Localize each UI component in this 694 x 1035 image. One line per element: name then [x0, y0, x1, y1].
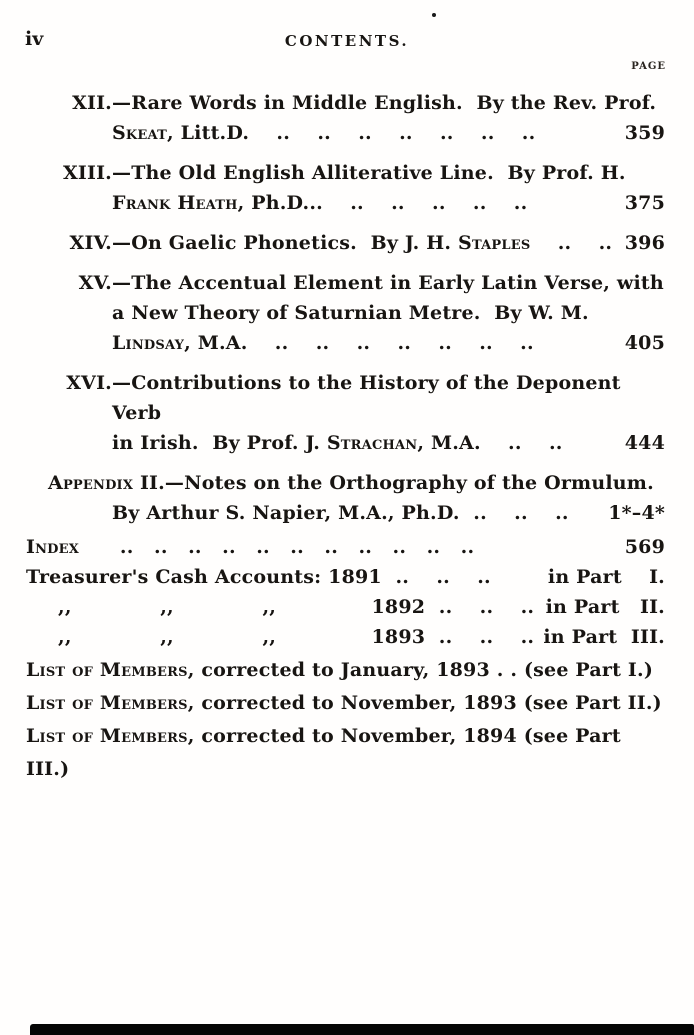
- plain-text: —The Accentual Element in Early Latin Verse, with: [112, 272, 664, 294]
- plain-text: —Contributions to the History of the Deponent Verb: [112, 372, 628, 424]
- entry-text: [112, 268, 665, 298]
- toc-line: [26, 654, 665, 687]
- entry-text: [112, 118, 625, 148]
- small-caps-text: Lindsay: [112, 332, 185, 354]
- toc-line: [26, 592, 665, 622]
- small-caps-text: Appendix: [48, 472, 134, 494]
- page-number: 405: [624, 332, 665, 354]
- entry-roman-numeral: XII.: [72, 92, 112, 114]
- plain-text: Treasurer's Cash Accounts: 1891 .. .. ..: [26, 566, 491, 588]
- plain-text: —On Gaelic Phonetics. By J. H.: [112, 232, 459, 254]
- small-caps-text: List of Members: [26, 725, 188, 747]
- toc-line: [26, 328, 665, 358]
- entry-text: [26, 532, 625, 562]
- toc-line: [26, 118, 665, 148]
- page-number: in Part I.: [547, 566, 665, 588]
- toc-line: [26, 468, 665, 498]
- plain-text: —Rare Words in Middle English. By the Rev. Prof.: [112, 92, 657, 114]
- page-header: [0, 26, 694, 60]
- entry-text: [26, 687, 665, 720]
- page-number: 1*–4*: [608, 502, 665, 524]
- plain-text: II.—Notes on the Orthography of the Ormulum.: [133, 472, 654, 494]
- plain-text: in Irish. By Prof. J.: [112, 432, 327, 454]
- toc-entry-xiv: [26, 228, 665, 258]
- toc-list: [0, 88, 694, 786]
- folio-number: iv: [25, 28, 44, 50]
- plain-text: , corrected to November, 1893 (see Part II.): [187, 692, 662, 714]
- entry-text: [112, 328, 625, 358]
- plain-text: , Ph.D... .. .. .. .. ..: [237, 192, 528, 214]
- toc-line: [26, 562, 665, 592]
- toc-line: [26, 622, 665, 652]
- toc-entry-xvi: [26, 368, 665, 458]
- small-caps-text: Skeat: [112, 122, 167, 144]
- small-caps-text: List of Members: [26, 692, 188, 714]
- entry-text: [58, 622, 543, 652]
- entry-text: [112, 188, 625, 218]
- toc-entry-appendix-ii: [26, 468, 665, 528]
- toc-entry-list-of-members: [26, 654, 665, 786]
- toc-entry-xv: [26, 268, 665, 358]
- entry-text: [112, 158, 665, 188]
- toc-line: [26, 368, 665, 428]
- small-caps-text: Strachan: [326, 432, 418, 454]
- small-caps-text: Index: [26, 536, 80, 558]
- plain-text: , M.A. .. .. .. .. .. .. ..: [184, 332, 534, 354]
- page-number: 375: [624, 192, 665, 214]
- entry-text: [48, 468, 665, 498]
- plain-text: ,, ,, ,, 1892 .. .. ..: [58, 596, 535, 618]
- page-number: 359: [624, 122, 665, 144]
- entry-text: [58, 592, 546, 622]
- toc-line: [26, 720, 665, 786]
- plain-text: —The Old English Alliterative Line. By Prof. H.: [112, 162, 626, 184]
- entry-text: [26, 562, 548, 592]
- entry-text: [112, 228, 625, 258]
- entry-roman-numeral: XV.: [78, 272, 112, 294]
- entry-text: [112, 88, 665, 118]
- toc-entry-treasurers-cash-accounts: [26, 562, 665, 652]
- toc-line: [26, 687, 665, 720]
- scan-artifact-dot: [432, 13, 436, 17]
- small-caps-text: Frank Heath: [112, 192, 238, 214]
- entry-text: [26, 720, 665, 786]
- plain-text: , corrected to November, 1894 (see Part III.): [26, 725, 628, 780]
- entry-text: [112, 428, 625, 458]
- page-number: 396: [624, 232, 665, 254]
- entry-text: [112, 498, 608, 528]
- entry-roman-numeral: XVI.: [66, 372, 112, 394]
- small-caps-text: List of Members: [26, 659, 188, 681]
- scan-artifact-bar: [30, 1024, 694, 1035]
- plain-text: a New Theory of Saturnian Metre. By W. M.: [112, 302, 589, 324]
- page-number: in Part II.: [545, 596, 665, 618]
- toc-line: [26, 158, 665, 188]
- toc-line: [26, 268, 665, 298]
- plain-text: , Litt.D. .. .. .. .. .. .. ..: [166, 122, 536, 144]
- plain-text: , M.A. .. ..: [417, 432, 563, 454]
- page-column-label: PAGE: [631, 61, 666, 72]
- toc-line: [26, 498, 665, 528]
- toc-entry-xiii: [26, 158, 665, 218]
- plain-text: ,, ,, ,, 1893 .. .. ..: [58, 626, 535, 648]
- toc-line: [26, 298, 665, 328]
- page-number: 444: [624, 432, 665, 454]
- small-caps-text: Staples: [458, 232, 531, 254]
- entry-roman-numeral: XIII.: [62, 162, 112, 184]
- toc-line: [26, 532, 665, 562]
- plain-text: , corrected to January, 1893 . . (see Part I.): [187, 659, 654, 681]
- entry-text: [26, 654, 665, 687]
- toc-entry-xii: [26, 88, 665, 148]
- entry-text: [112, 368, 665, 428]
- plain-text: .. .. .. .. .. .. .. .. .. .. ..: [79, 536, 475, 558]
- plain-text: .. ..: [530, 232, 613, 254]
- page-title: CONTENTS.: [284, 32, 410, 50]
- entry-roman-numeral: XIV.: [69, 232, 112, 254]
- plain-text: By Arthur S. Napier, M.A., Ph.D. .. .. ..: [112, 502, 569, 524]
- toc-entry-index: [26, 532, 665, 562]
- page-number: in Part III.: [543, 626, 665, 648]
- toc-line: [26, 228, 665, 258]
- toc-line: [26, 428, 665, 458]
- page-number: 569: [624, 536, 665, 558]
- toc-line: [26, 88, 665, 118]
- entry-text: [112, 298, 665, 328]
- toc-line: [26, 188, 665, 218]
